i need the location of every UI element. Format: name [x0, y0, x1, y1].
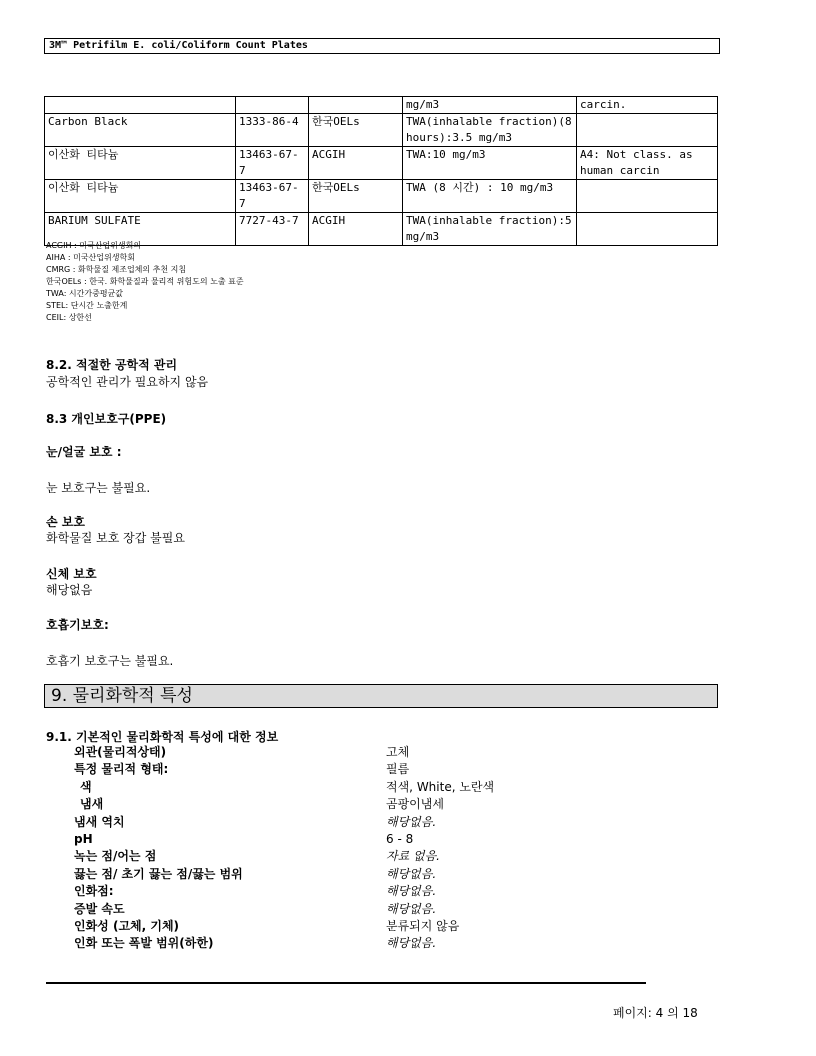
respiratory-protection-text: 호흡기 보호구는 불필요.	[46, 654, 174, 668]
section-8-2-text: 공학적인 관리가 필요하지 않음	[46, 375, 209, 389]
property-label: 끓는 점/ 초기 끓는 점/끓는 범위	[74, 866, 243, 881]
eye-protection-heading: 눈/얼굴 보호 :	[46, 445, 122, 459]
section-8-2-heading: 8.2. 적절한 공학적 관리	[46, 358, 178, 372]
table-cell: 한국OELs	[309, 180, 403, 213]
eye-protection-text: 눈 보호구는 불필요.	[46, 481, 151, 495]
section-9-title: 9. 물리화학적 특성	[51, 686, 193, 706]
property-label: 외관(물리적상태)	[74, 745, 167, 759]
property-value: 곰팡이냄세	[386, 797, 444, 812]
property-value: 필름	[386, 762, 410, 777]
table-cell: carcin.	[577, 97, 718, 114]
property-value: 적색, White, 노란색	[386, 779, 495, 794]
property-value: 해당없음.	[386, 814, 437, 829]
property-row	[0, 779, 816, 796]
property-label: 인화 또는 폭발 범위(하한)	[74, 936, 214, 951]
table-row	[45, 180, 718, 213]
property-row	[0, 744, 816, 761]
table-cell	[309, 97, 403, 114]
document-header	[44, 38, 720, 54]
product-title: 3M™ Petrifilm E. coli/Coliform Count Plates	[49, 40, 308, 51]
table-cell: mg/m3	[403, 97, 577, 114]
table-cell: BARIUM SULFATE	[45, 213, 236, 246]
property-label: 인화점:	[74, 884, 114, 899]
property-value: 분류되지 않음	[386, 919, 460, 933]
property-row	[0, 901, 816, 918]
table-cell: 1333-86-4	[236, 114, 309, 147]
property-row	[0, 814, 816, 831]
property-row	[0, 831, 816, 848]
property-value: 고체	[386, 745, 410, 759]
property-label: 인화성 (고체, 기체)	[74, 919, 180, 933]
abbreviation-item: ACGIH : 미국산업위생회의	[46, 241, 142, 250]
table-cell: 이산화 티타늄	[45, 180, 236, 213]
table-cell: 한국OELs	[309, 114, 403, 147]
hand-protection-text: 화학물질 보호 장갑 불필요	[46, 531, 185, 545]
property-row	[0, 761, 816, 778]
table-cell	[45, 97, 236, 114]
property-label: 녹는 점/어는 점	[74, 849, 157, 864]
table-cell	[577, 213, 718, 246]
property-label: 냄새	[80, 797, 104, 812]
table-cell: 13463-67-7	[236, 180, 309, 213]
body-protection-text: 해당없음	[46, 583, 93, 597]
table-cell: ACGIH	[309, 213, 403, 246]
respiratory-protection-heading: 호흡기보호:	[46, 618, 109, 632]
property-row	[0, 883, 816, 900]
table-cell: A4: Not class. as human carcin	[577, 147, 718, 180]
property-label: 특정 물리적 형태:	[74, 762, 169, 777]
abbreviation-item: STEL: 단시간 노출한계	[46, 301, 128, 310]
section-9-header	[44, 684, 718, 708]
abbreviation-item: AIHA : 미국산업위생학회	[46, 253, 135, 262]
property-value: 자료 없음.	[386, 849, 440, 864]
property-value: 해당없음.	[386, 866, 437, 881]
table-cell	[577, 180, 718, 213]
table-row	[45, 114, 718, 147]
table-row	[45, 97, 718, 114]
abbreviation-item: CMRG : 화학물질 제조업체의 추천 지침	[46, 265, 187, 274]
table-cell: ACGIH	[309, 147, 403, 180]
footer-divider	[46, 982, 646, 984]
table-cell	[577, 114, 718, 147]
abbreviation-item: TWA: 시간가중평균값	[46, 289, 124, 298]
table-cell: 13463-67-7	[236, 147, 309, 180]
property-row	[0, 796, 816, 813]
section-8-3-heading: 8.3 개인보호구(PPE)	[46, 412, 167, 426]
property-label: 증발 속도	[74, 901, 125, 916]
property-value: 해당없음.	[386, 884, 437, 899]
abbreviation-item: CEIL: 상한선	[46, 313, 92, 322]
exposure-limits-table	[44, 96, 718, 246]
property-value: 6 - 8	[386, 832, 414, 846]
table-row	[45, 147, 718, 180]
table-cell: TWA:10 mg/m3	[403, 147, 577, 180]
section-9-1-heading: 9.1. 기본적인 물리화학적 특성에 대한 정보	[46, 730, 279, 744]
property-row	[0, 848, 816, 865]
hand-protection-heading: 손 보호	[46, 515, 85, 529]
property-row	[0, 918, 816, 935]
property-row	[0, 866, 816, 883]
table-cell	[236, 97, 309, 114]
table-cell: TWA (8 시간) : 10 mg/m3	[403, 180, 577, 213]
page-number: 페이지: 4 의 18	[613, 1006, 698, 1020]
property-value: 해당없음.	[386, 901, 437, 916]
table-cell: TWA(inhalable fraction):5 mg/m3	[403, 213, 577, 246]
table-cell: TWA(inhalable fraction)(8 hours):3.5 mg/m3	[403, 114, 577, 147]
table-cell: 이산화 티타늄	[45, 147, 236, 180]
property-row	[0, 935, 816, 952]
table-cell: Carbon Black	[45, 114, 236, 147]
abbreviation-legend	[46, 240, 244, 324]
property-label: pH	[74, 832, 93, 846]
property-value: 해당없음.	[386, 936, 437, 951]
abbreviation-item: 한국OELs : 한국. 화학물질과 물리적 위험도의 노출 표준	[46, 277, 244, 286]
property-label: 색	[80, 779, 92, 794]
property-label: 냄새 역치	[74, 814, 125, 829]
table-cell: 7727-43-7	[236, 213, 309, 246]
body-protection-heading: 신체 보호	[46, 567, 97, 581]
